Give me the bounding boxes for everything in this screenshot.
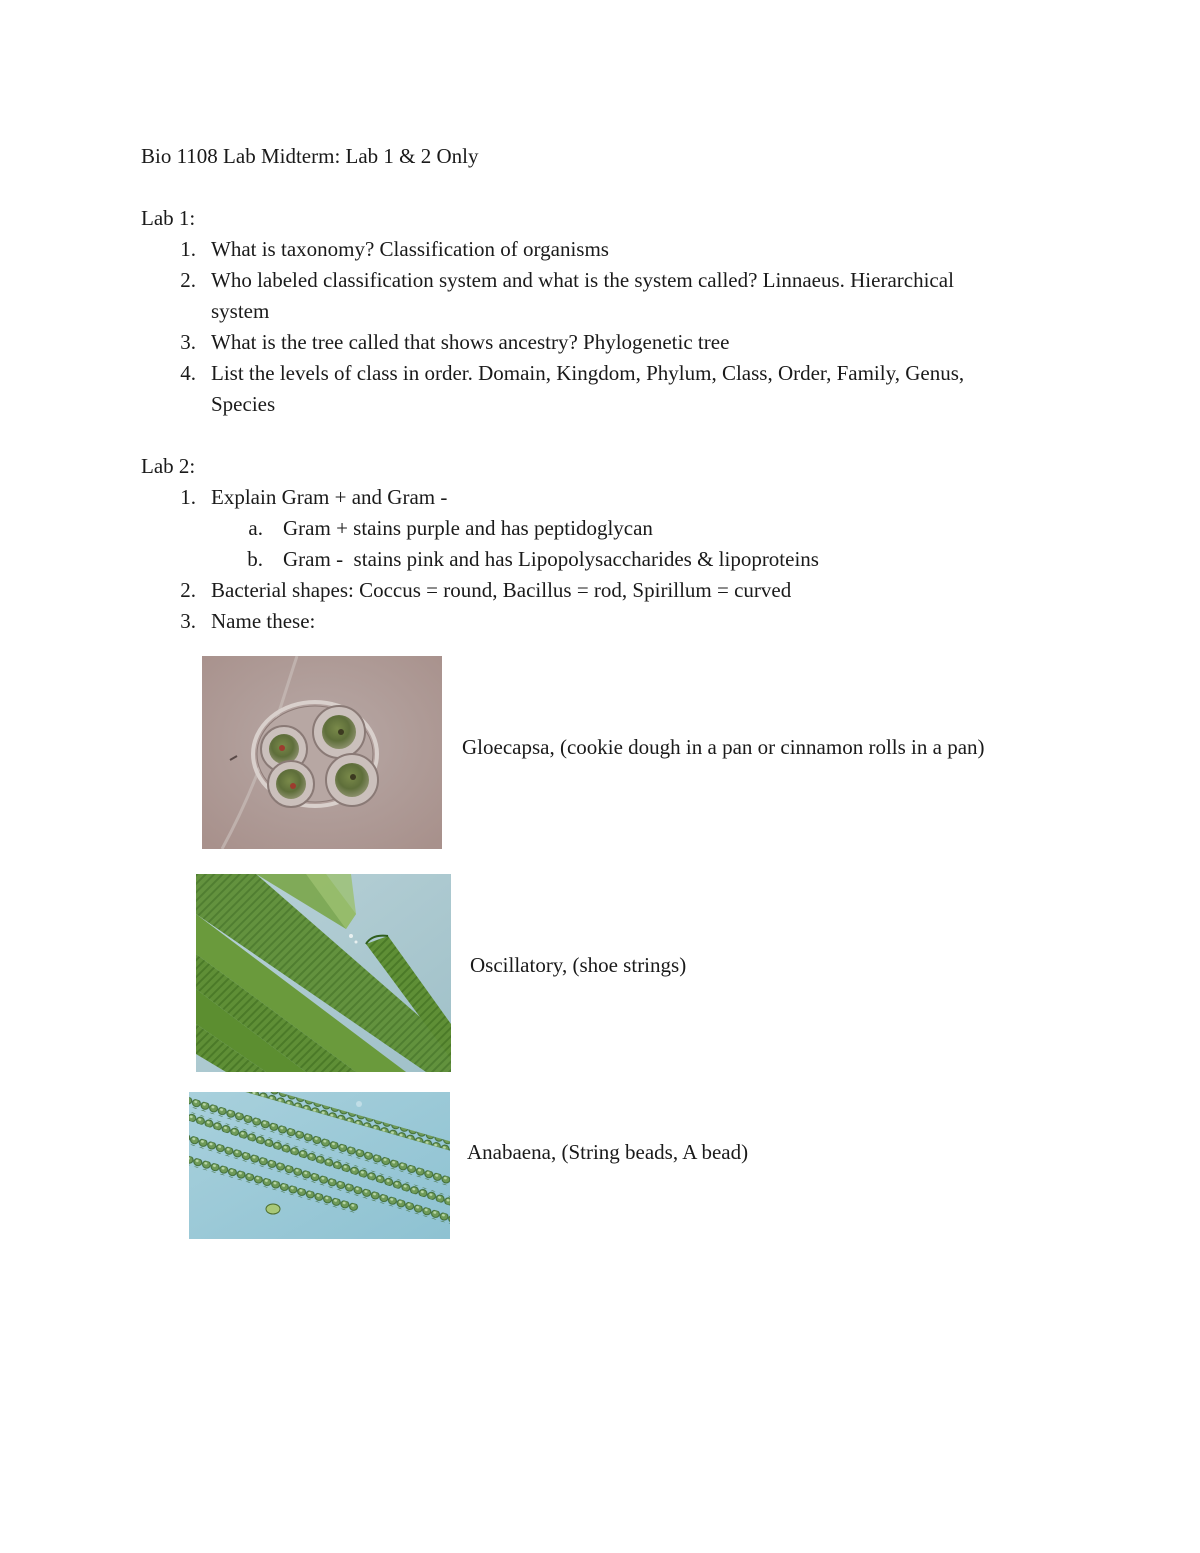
document-title: Bio 1108 Lab Midterm: Lab 1 & 2 Only	[141, 144, 479, 168]
sub-list-letter: b.	[247, 547, 263, 571]
specimen-caption-gloecapsa: Gloecapsa, (cookie dough in a pan or cinnamon rolls in a pan)	[462, 735, 985, 759]
specimen-caption-oscillatory: Oscillatory, (shoe strings)	[470, 953, 687, 977]
list-text: Who labeled classification system and what is the system called? Linnaeus. Hierarchical	[211, 268, 954, 292]
list-number: 1.	[180, 485, 196, 509]
list-text: Bacterial shapes: Coccus = round, Bacillus = rod, Spirillum = curved	[211, 578, 792, 602]
list-text: What is taxonomy? Classification of organisms	[211, 237, 609, 261]
list-text: List the levels of class in order. Domain, Kingdom, Phylum, Class, Order, Family, Genus,	[211, 361, 965, 385]
lab2-heading: Lab 2:	[141, 454, 196, 478]
sub-list-text: Gram + stains purple and has peptidoglycan	[283, 516, 653, 540]
list-number: 1.	[180, 237, 196, 261]
list-text: Name these:	[211, 609, 316, 633]
specimen-caption-anabaena: Anabaena, (String beads, A bead)	[467, 1140, 749, 1164]
list-text-continued: Species	[211, 392, 276, 416]
sub-list-text: Gram - stains pink and has Lipopolysaccharides & lipoproteins	[283, 547, 819, 571]
lab1-heading: Lab 1:	[141, 206, 196, 230]
sub-list-letter: a.	[248, 516, 263, 540]
list-number: 2.	[180, 578, 196, 602]
list-text: What is the tree called that shows ancestry? Phylogenetic tree	[211, 330, 730, 354]
anabaena-micrograph	[189, 1092, 450, 1239]
gloecapsa-micrograph	[202, 656, 442, 849]
oscillatoria-micrograph	[196, 874, 451, 1072]
list-text: Explain Gram + and Gram -	[211, 485, 448, 509]
list-number: 3.	[180, 330, 196, 354]
list-number: 2.	[180, 268, 196, 292]
list-number: 3.	[180, 609, 196, 633]
list-number: 4.	[180, 361, 196, 385]
list-text-continued: system	[211, 299, 270, 323]
